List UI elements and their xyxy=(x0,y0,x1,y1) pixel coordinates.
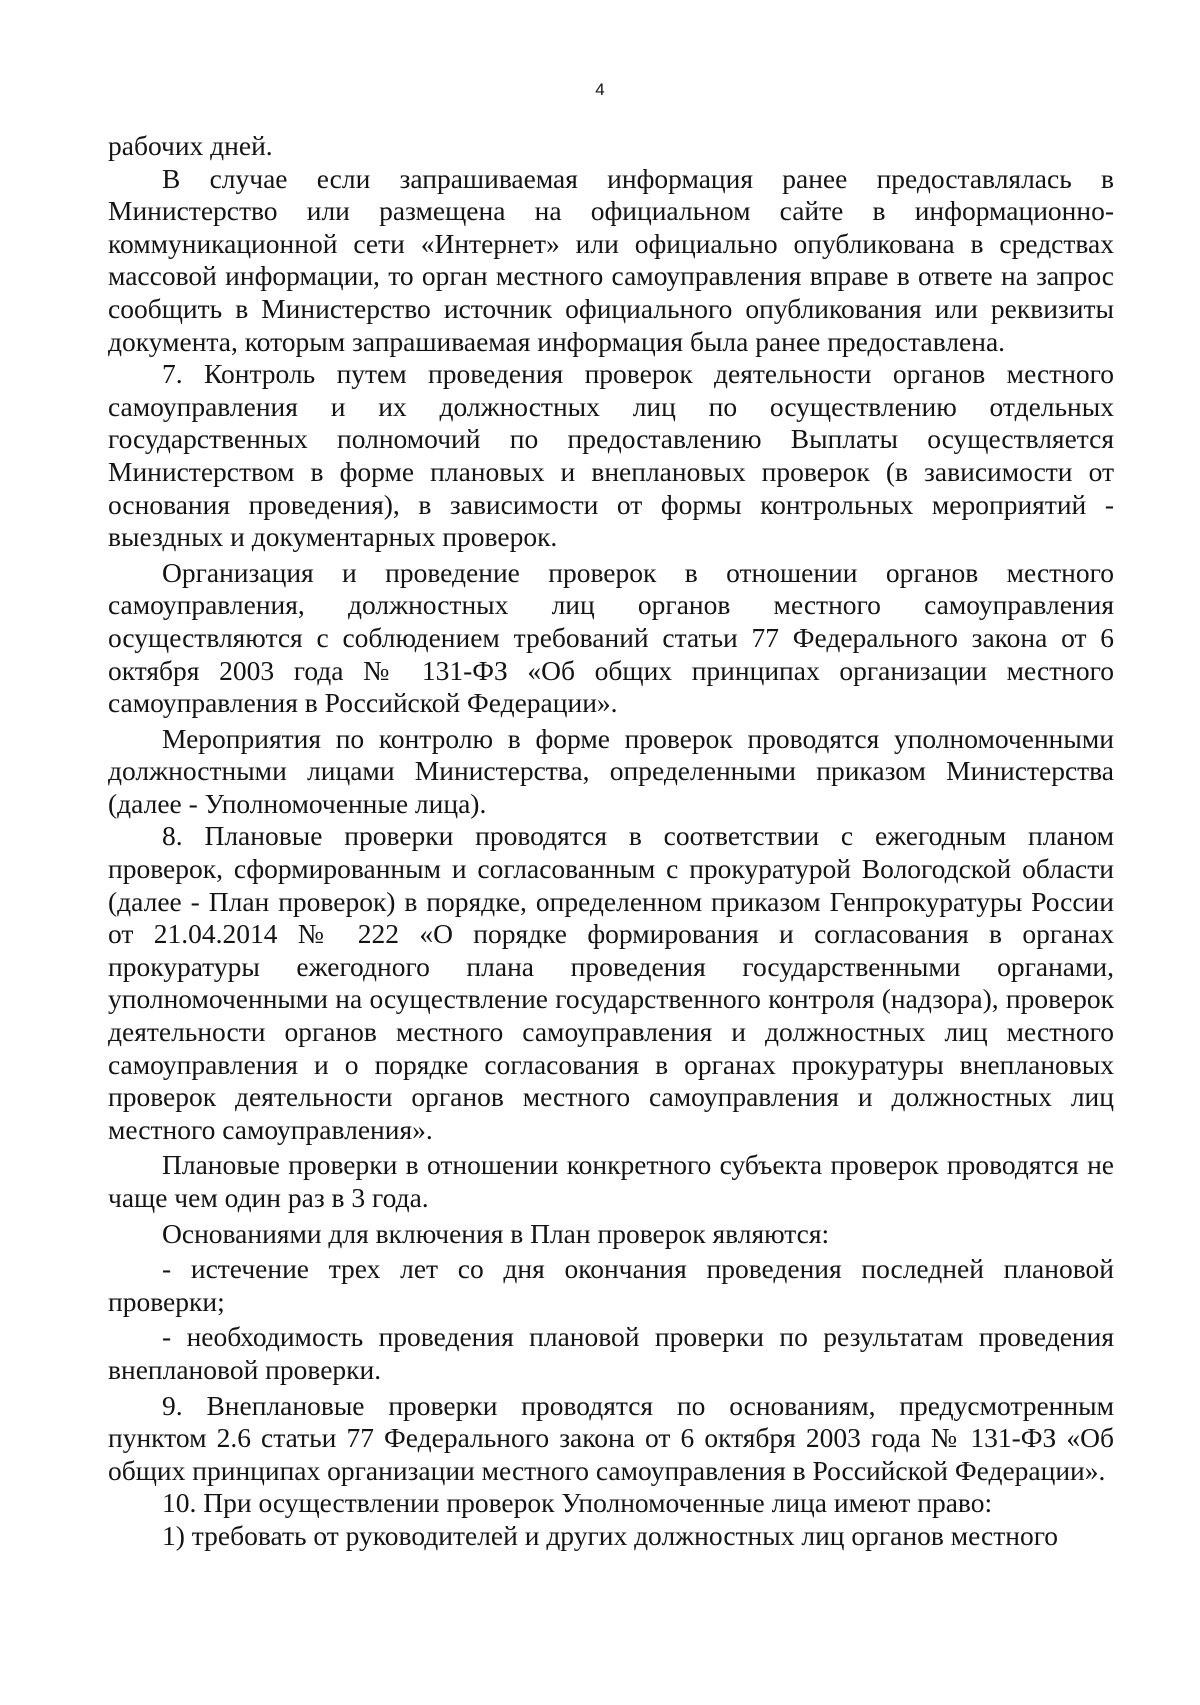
paragraph-frequency: Плановые проверки в отношении конкретного субъекта проверок проводятся не чаще чем один раз в 3 года. xyxy=(108,1149,1114,1213)
list-item-three-years: - истечение трех лет со дня окончания проведения последней плановой проверки; xyxy=(108,1253,1114,1317)
page-number: 4 xyxy=(595,80,605,99)
paragraph-authorized-persons: Мероприятия по контролю в форме проверок проводятся уполномоченными должностными лицами Министерства, определенными приказом Министерства (далее - Уполномоченные лица). xyxy=(108,722,1114,819)
document-body xyxy=(108,130,1114,1553)
paragraph-info-previously-provided: В случае если запрашиваемая информация ранее предоставлялась в Министерство или размещена на официальном сайте в информационно-коммуникационной сети «Интернет» или официально опубликована в средствах массовой информации, то орган местного самоуправления вправе в ответе на запрос сообщить в Министерство источник официального опубликования или реквизиты документа, которым запрашиваемая информация была ранее предоставлена. xyxy=(108,162,1114,357)
paragraph-9-unplanned-inspections: 9. Внеплановые проверки проводятся по основаниям, предусмотренным пунктом 2.6 статьи 77 Федерального закона от 6 октября 2003 года № 131-ФЗ «Об общих принципах организации местного самоуправления в Российской Федерации». xyxy=(108,1389,1114,1486)
paragraph-10-rights: 10. При осуществлении проверок Уполномоченные лица имеют право: xyxy=(162,1487,993,1519)
paragraph-grounds-heading: Основаниями для включения в План проверок являются: xyxy=(162,1217,830,1249)
list-item-unplanned-results: - необходимость проведения плановой проверки по результатам проведения внеплановой проверки. xyxy=(108,1321,1114,1385)
paragraph-organization-of-inspections: Организация и проведение проверок в отношении органов местного самоуправления, должностных лиц органов местного самоуправления осуществляются с соблюдением требований статьи 77 Федерального закона от 6 октября 2003 года № 131-ФЗ «Об общих принципах организации местного самоуправления в Российской Федерации». xyxy=(108,556,1114,719)
paragraph-7-control: 7. Контроль путем проведения проверок деятельности органов местного самоуправления и их должностных лиц по осуществлению отдельных государственных полномочий по предоставлению Выплаты осуществляется Министерством в форме плановых и внеплановых проверок (в зависимости от основания проведения), в зависимости от формы контрольных мероприятий - выездных и документарных проверок. xyxy=(108,358,1114,553)
paragraph-continuation: рабочих дней. xyxy=(108,130,273,161)
list-item-1-require: 1) требовать от руководителей и других должностных лиц органов местного xyxy=(162,1519,1059,1551)
paragraph-8-planned-inspections: 8. Плановые проверки проводятся в соответствии с ежегодным планом проверок, сформированным и согласованным с прокуратурой Вологодской области (далее - План проверок) в порядке, определенном приказом Генпрокуратуры России от 21.04.2014 № 222 «О порядке формирования и согласования в органах прокуратуры ежегодного плана проведения государственными органами, уполномоченными на осуществление государственного контроля (надзора), проверок деятельности органов местного самоуправления и должностных лиц местного самоуправления и о порядке согласования в органах прокуратуры внеплановых проверок деятельности органов местного самоуправления и должностных лиц местного самоуправления». xyxy=(108,820,1114,1145)
